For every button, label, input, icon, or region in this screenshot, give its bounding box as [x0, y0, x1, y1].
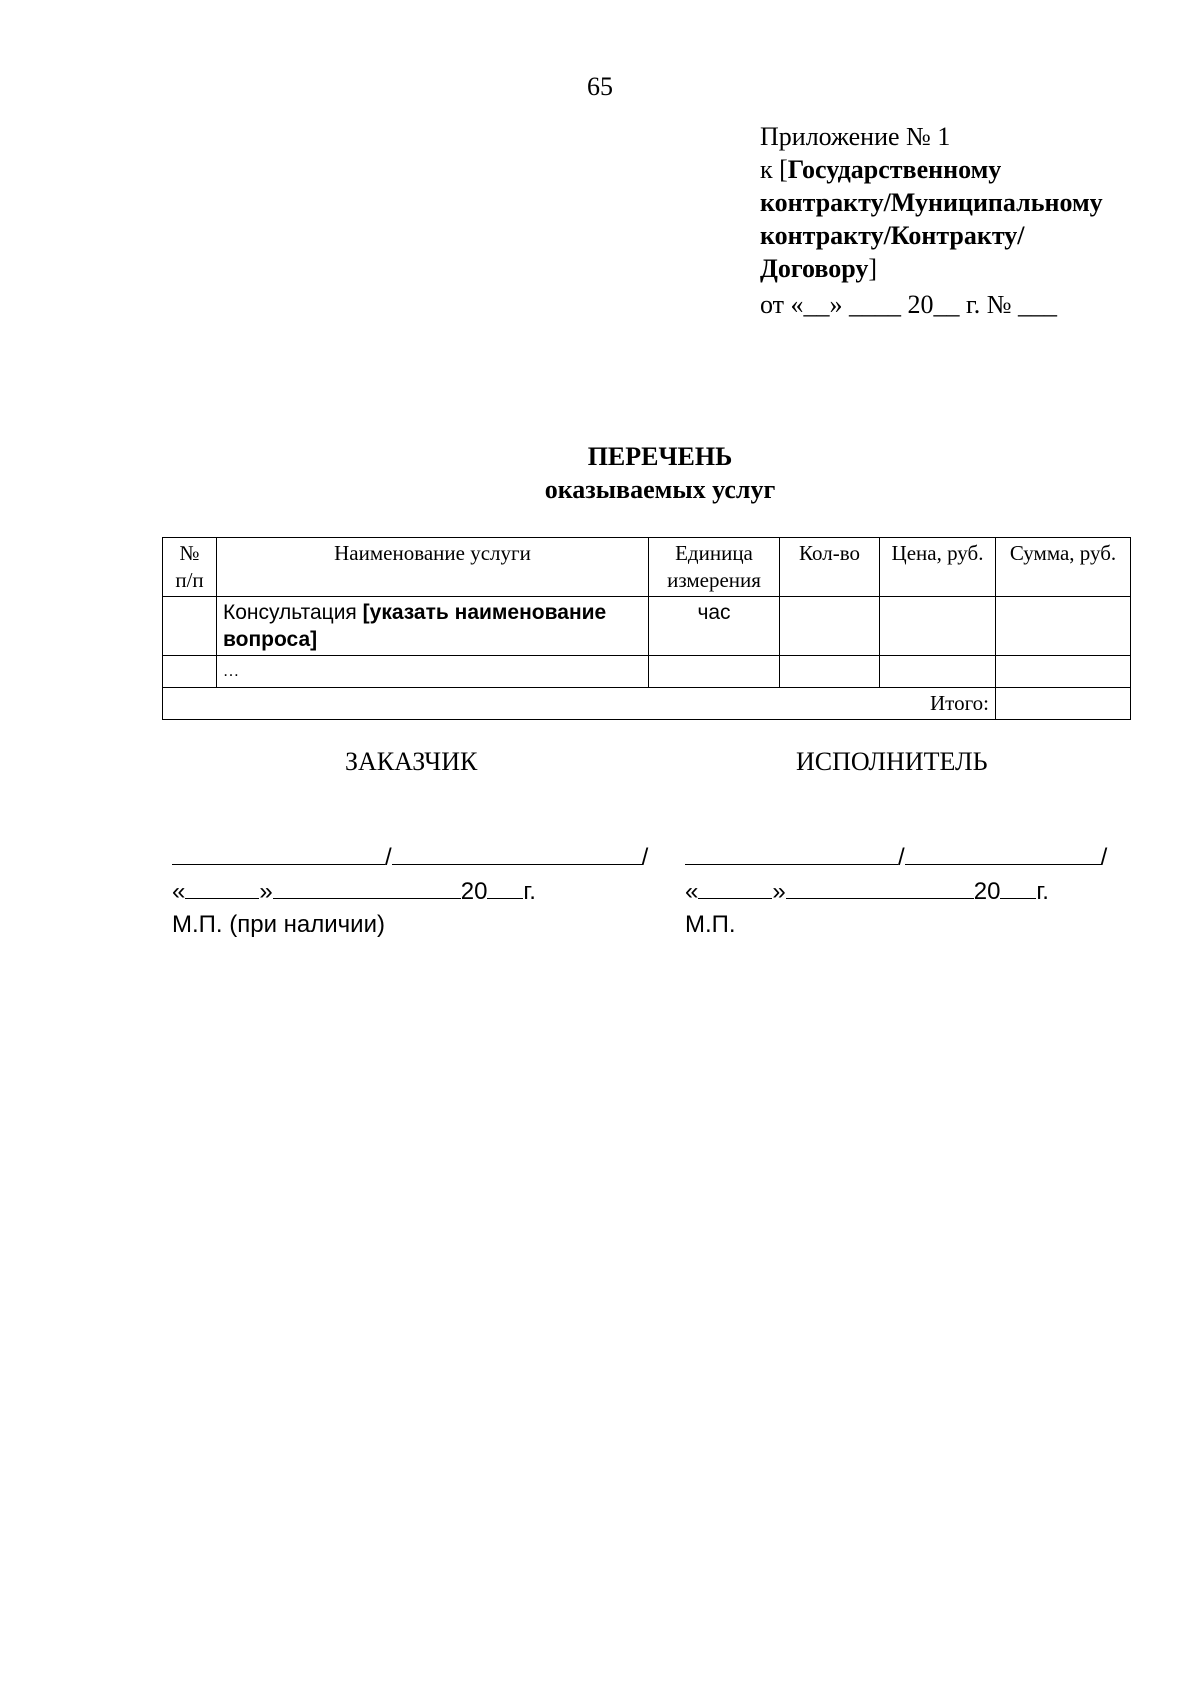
title-sub: оказываемых услуг [544, 475, 776, 504]
cell-price [880, 597, 996, 656]
total-row [163, 688, 1131, 720]
appendix-ref-bold-2: контракту/Муниципальному [760, 188, 1103, 217]
appendix-header [760, 120, 1180, 321]
contractor-signature-line: / / [685, 842, 1107, 873]
contractor-stamp: М.П. [685, 911, 736, 938]
cell-unit [649, 656, 780, 688]
appendix-number: Приложение № 1 [760, 122, 951, 151]
title-main: ПЕРЕЧЕНЬ [587, 442, 733, 471]
table-header-row [163, 538, 1131, 597]
appendix-ref-bold-1: Государственному [787, 155, 1002, 184]
header-unit: Единица измерения [649, 538, 780, 597]
customer-date-line: « » 20 г. [172, 878, 536, 905]
customer-title: ЗАКАЗЧИК [345, 747, 478, 776]
cell-name: … [217, 656, 649, 688]
cell-sum [996, 656, 1131, 688]
service-placeholder: [указать наименование вопроса] [223, 601, 607, 651]
header-sum: Сумма, руб. [996, 538, 1131, 597]
table-row [163, 656, 1131, 688]
appendix-ref-bold-3: контракту/Контракту/ [760, 221, 1025, 250]
cell-unit: час [649, 597, 780, 656]
cell-price [880, 656, 996, 688]
appendix-ref-bold-4: Договору [760, 254, 869, 283]
contractor-title: ИСПОЛНИТЕЛЬ [796, 747, 988, 776]
cell-num [163, 597, 217, 656]
customer-stamp: М.П. (при наличии) [172, 911, 385, 938]
cell-qty [780, 597, 880, 656]
total-value [996, 688, 1131, 720]
header-num: № п/п [163, 538, 217, 597]
cell-sum [996, 597, 1131, 656]
document-title [0, 440, 1200, 506]
header-name: Наименование услуги [217, 538, 649, 597]
appendix-ref-line-1: к [Государственному [760, 155, 1002, 184]
customer-signature-line: / / [172, 842, 648, 873]
table-row [163, 597, 1131, 656]
page-number: 65 [587, 72, 613, 101]
services-table [162, 537, 1131, 720]
appendix-date-line: от «__» ____ 20__ г. № ___ [760, 290, 1058, 319]
appendix-ref-line-4: Договору] [760, 254, 878, 283]
cell-num [163, 656, 217, 688]
contractor-date-line: « » 20 г. [685, 878, 1049, 905]
header-qty: Кол-во [780, 538, 880, 597]
header-price: Цена, руб. [880, 538, 996, 597]
cell-name: Консультация [указать наименование вопроса] [217, 597, 649, 656]
total-label: Итого: [163, 688, 996, 720]
cell-qty [780, 656, 880, 688]
